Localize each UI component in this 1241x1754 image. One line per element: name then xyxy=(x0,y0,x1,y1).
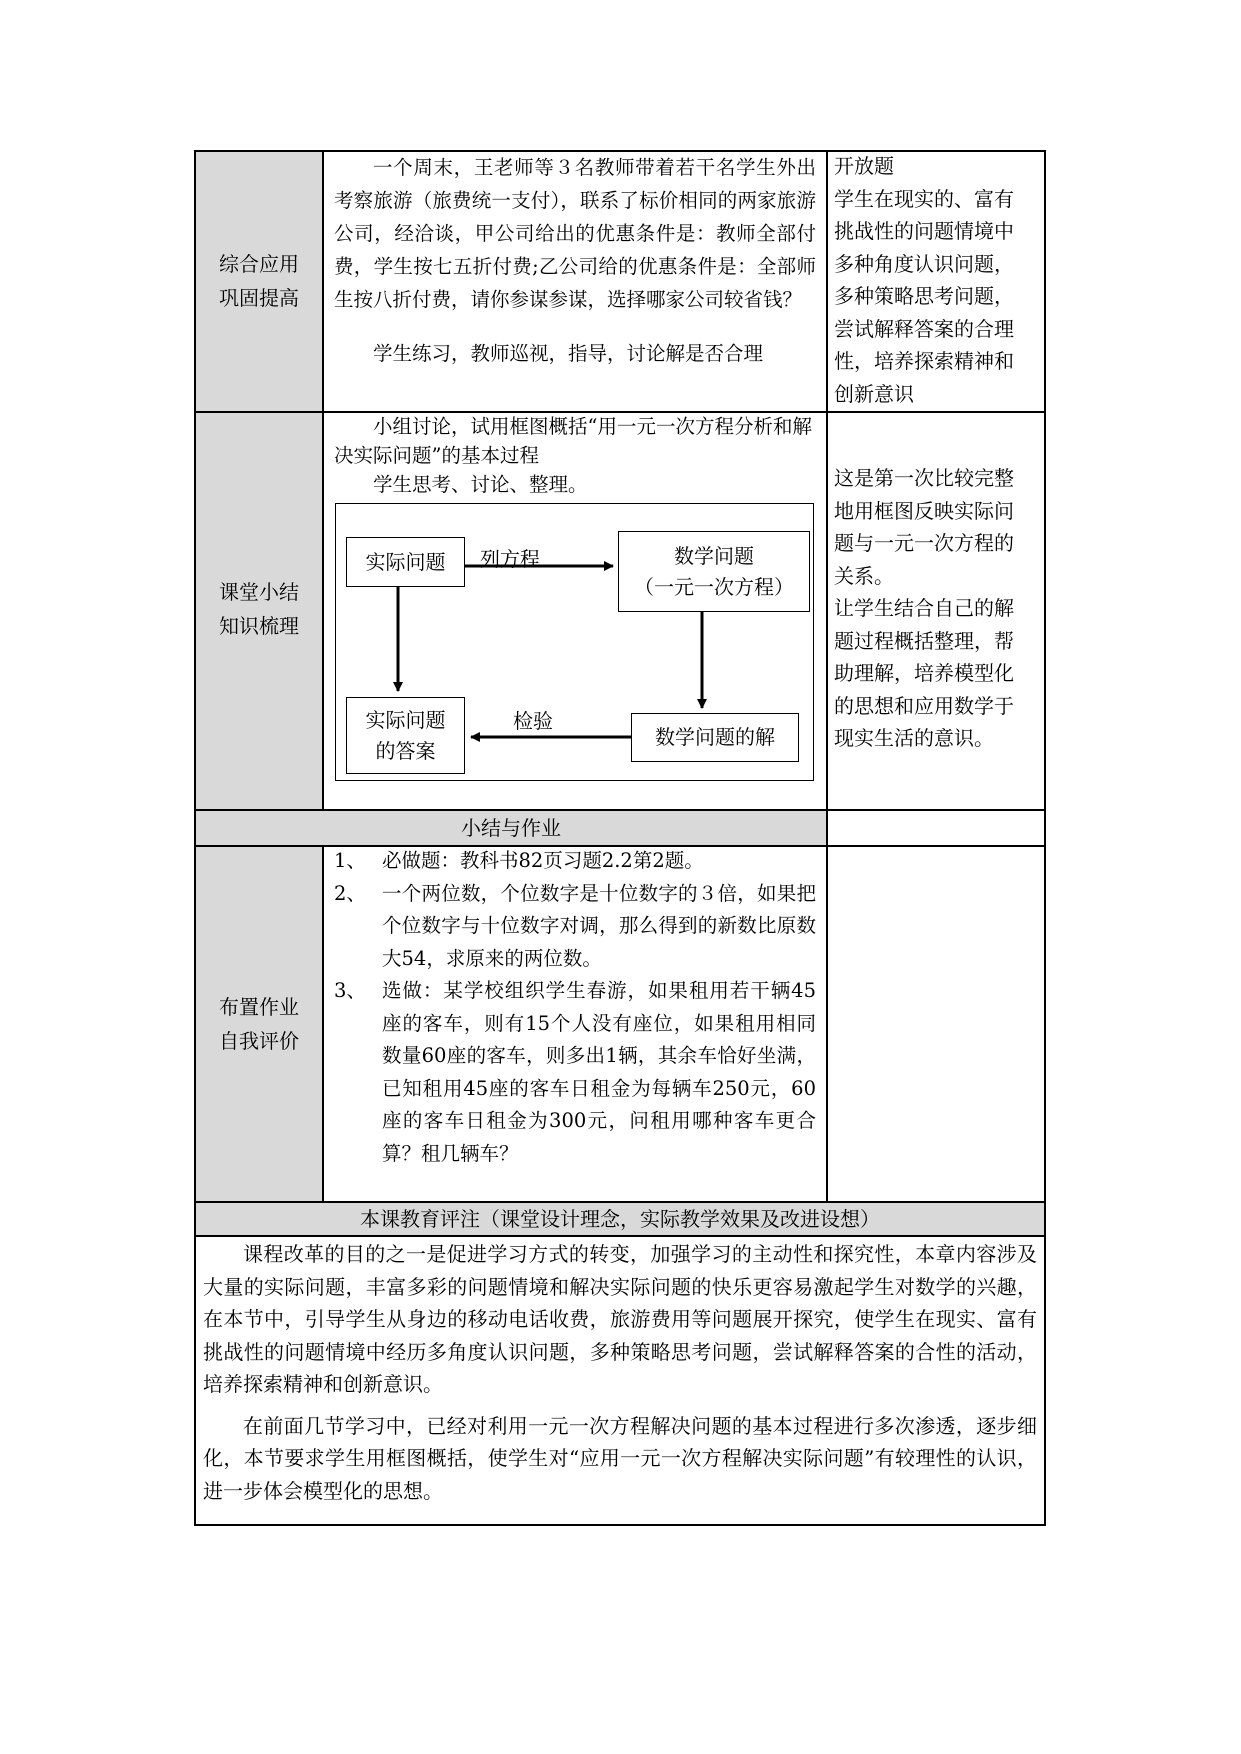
homework-item-number: 1、 xyxy=(334,849,366,872)
note-line: 助理解，培养模型化 xyxy=(834,661,1014,685)
flow-box-label: 的答案 xyxy=(375,738,436,763)
apply-activity-text: 学生练习，教师巡视，指导，讨论解是否合理 xyxy=(373,342,764,365)
label-line: 综合应用 xyxy=(219,252,299,276)
flow-box-label: 数学问题的解 xyxy=(655,725,775,749)
note-line: 开放题 xyxy=(834,154,894,178)
summary-activity-text: 学生思考、讨论、整理。 xyxy=(373,473,588,496)
section-header-title: 小结与作业 xyxy=(461,816,561,840)
label-line: 巩固提高 xyxy=(219,286,299,310)
note-line: 题过程概括整理，帮 xyxy=(834,628,1014,653)
note-line: 题与一元一次方程的 xyxy=(834,531,1014,555)
homework-item-number: 3、 xyxy=(334,979,366,1002)
homework-item-text: 必做题：教科书82页习题2.2第2题。 xyxy=(382,849,704,872)
homework-item-text: 一个两位数，个位数字是十位数字的３倍，如果把个位数字与十位数字对调，那么得到的新数比原数大54，求原来的两位数。 xyxy=(382,881,816,970)
apply-problem-text: 一个周末，王老师等３名教师带着若干名学生外出考察旅游（旅费统一支付），联系了标价相同的两家旅游公司，经洽谈，甲公司给出的优惠条件是：教师全部付费，学生按七五折付费;乙公司给的优惠条件是：全部师生按八折付费，请你参谋参谋，选择哪家公司较省钱？ xyxy=(334,156,816,311)
label-line: 课堂小结 xyxy=(219,580,299,604)
homework-item xyxy=(334,975,816,1170)
note-line: 地用框图反映实际问 xyxy=(834,498,1014,523)
note-line: 学生在现实的、富有 xyxy=(834,186,1014,211)
homework-list xyxy=(334,845,816,1170)
homework-item xyxy=(334,878,816,976)
label-line: 知识梳理 xyxy=(219,614,299,638)
label-line: 自我评价 xyxy=(219,1029,299,1053)
comment-paragraph: 课程改革的目的之一是促进学习方式的转变，加强学习的主动性和探究性，本章内容涉及大量的实际问题，丰富多彩的问题情境和解决实际问题的快乐更容易激起学生对数学的兴趣，在本节中，引导学生从身边的移动电话收费，旅游费用等问题展开探究，使学生在现实、富有挑战性的问题情境中经历多角度认识问题，多种策略思考问题，尝试解释答案的合性的活动，培养探索精神和创新意识。 xyxy=(203,1242,1037,1396)
edge-label-formulate: 列方程 xyxy=(480,547,540,571)
homework-item xyxy=(334,845,816,878)
flow-box-label: 数学问题 xyxy=(674,543,754,568)
row-label-homework xyxy=(195,990,323,1058)
edge-label-check: 检验 xyxy=(513,709,553,733)
note-line: 的思想和应用数学于 xyxy=(834,693,1014,718)
flow-box-label: 实际问题 xyxy=(365,707,446,732)
flow-box-sublabel: （一元一次方程） xyxy=(634,574,794,599)
summary-prompt-text: 小组讨论，试用框图概括“用一元一次方程分析和解决实际问题”的基本过程 xyxy=(334,415,812,467)
note-line: 让学生结合自己的解 xyxy=(834,596,1014,620)
note-line: 现实生活的意识。 xyxy=(834,726,994,750)
note-line: 创新意识 xyxy=(834,381,914,406)
note-line: 尝试解释答案的合理 xyxy=(834,316,1014,341)
comment-paragraph: 在前面几节学习中，已经对利用一元一次方程解决问题的基本过程进行多次渗透，逐步细化，本节要求学生用框图概括，使学生对“应用一元一次方程解决实际问题”有较理性的认识，进一步体会模型化的思想。 xyxy=(203,1413,1037,1503)
homework-item-number: 2、 xyxy=(334,881,366,905)
note-line: 性，培养探索精神和 xyxy=(834,349,1014,373)
note-line: 关系。 xyxy=(834,563,894,588)
comment-header-title: 本课教育评注（课堂设计理念，实际教学效果及改进设想） xyxy=(360,1207,880,1231)
flow-box-label: 实际问题 xyxy=(365,549,446,574)
note-line: 多种策略思考问题， xyxy=(834,284,1014,308)
note-line: 挑战性的问题情境中 xyxy=(834,219,1014,243)
comment-body xyxy=(203,1238,1037,1507)
note-line: 多种角度认识问题， xyxy=(834,251,1014,276)
summary-note xyxy=(834,462,1044,755)
homework-item-text: 选做：某学校组织学生春游，如果租用若干辆45座的客车，则有15个人没有座位，如果租用相同数量60座的客车，则多出1辆，其余车恰好坐满，已知租用45座的客车日租金为每辆车250元，60座的客车日租金为300元，问租用哪种客车更合算？租几辆车？ xyxy=(382,979,816,1165)
note-line: 这是第一次比较完整 xyxy=(834,466,1014,490)
label-line: 布置作业 xyxy=(219,995,299,1019)
